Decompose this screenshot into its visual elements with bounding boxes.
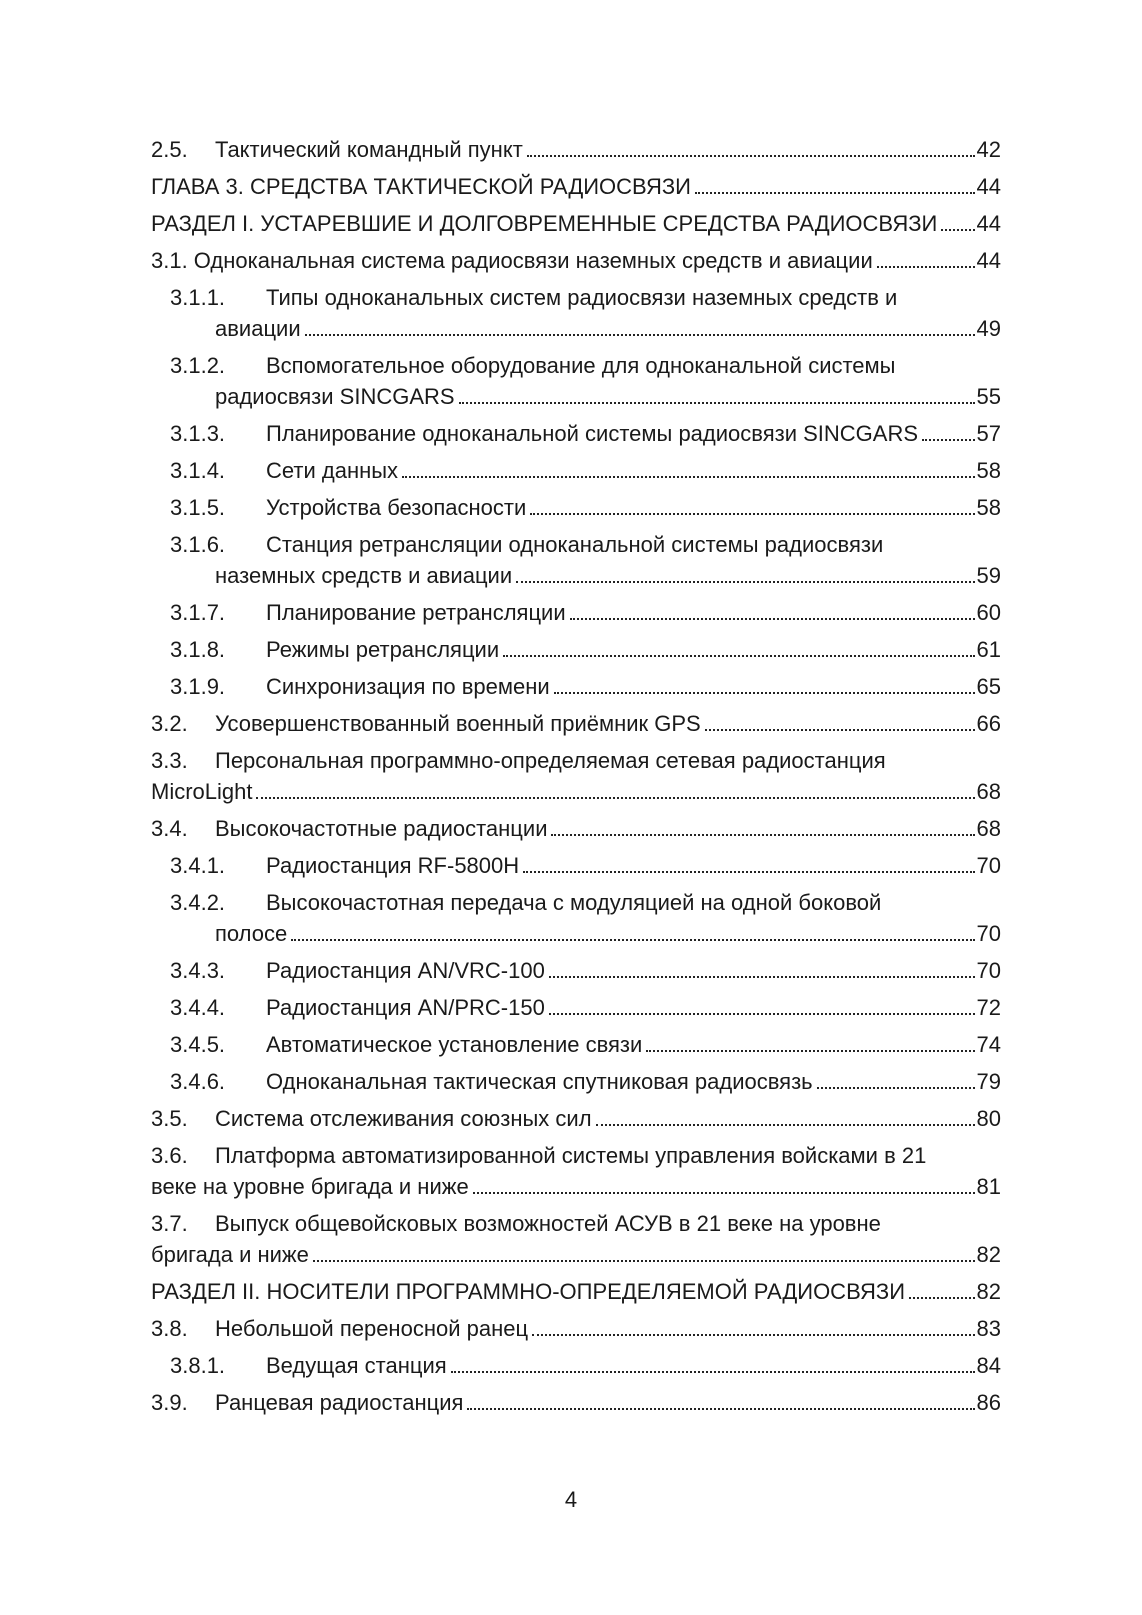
toc-page: 58 xyxy=(976,458,1001,483)
toc-page: 79 xyxy=(976,1069,1001,1094)
toc-number: 3.1.6. xyxy=(170,532,226,557)
toc-number: 3.6. xyxy=(151,1143,188,1168)
toc-number: 3.4. xyxy=(151,816,188,841)
toc-title: Радиостанция RF-5800H xyxy=(266,853,520,878)
toc-entry-3-2[interactable] xyxy=(151,708,1001,739)
page-number: 4 xyxy=(564,1487,578,1512)
toc-entry-3-7[interactable] xyxy=(151,1208,1001,1239)
toc-number: 3.1.4. xyxy=(170,458,226,483)
toc-title: Высокочастотные радиостанции xyxy=(215,816,548,841)
toc-title: 3.1. Одноканальная система радиосвязи наземных средств и авиации xyxy=(151,248,873,273)
toc-page: 83 xyxy=(976,1316,1001,1341)
toc-title: Высокочастотная передача с модуляцией на одной боковой xyxy=(266,890,882,915)
toc-entry-3-1-2[interactable] xyxy=(151,350,1001,381)
toc-title: Платформа автоматизированной системы управления войсками в 21 xyxy=(215,1143,927,1168)
toc-title: Сети данных xyxy=(266,458,399,483)
toc-page: 70 xyxy=(976,853,1001,878)
toc-entry-3-4[interactable] xyxy=(151,813,1001,844)
toc-page: 60 xyxy=(976,600,1001,625)
toc-entry-3-4-2-cont[interactable] xyxy=(151,918,1001,949)
toc-title-cont: полосе xyxy=(215,921,288,946)
toc-entry-3-1[interactable] xyxy=(151,245,1001,276)
toc-entry-section-1[interactable] xyxy=(151,208,1001,239)
toc-title: Усовершенствованный военный приёмник GPS xyxy=(215,711,701,736)
toc-page: 80 xyxy=(976,1106,1001,1131)
toc-title: Вспомогательное оборудование для одноканальной системы xyxy=(266,353,896,378)
toc-title: ГЛАВА 3. СРЕДСТВА ТАКТИЧЕСКОЙ РАДИОСВЯЗИ xyxy=(151,174,691,199)
toc-title: Планирование ретрансляции xyxy=(266,600,566,625)
toc-number: 3.1.7. xyxy=(170,600,226,625)
toc-page: 81 xyxy=(976,1174,1001,1199)
toc-entry-3-6-cont[interactable] xyxy=(151,1171,1001,1202)
toc-entry-3-8[interactable] xyxy=(151,1313,1001,1344)
toc-page: 61 xyxy=(976,637,1001,662)
table-of-contents xyxy=(151,134,1001,1418)
toc-entry-3-4-1[interactable] xyxy=(151,850,1001,881)
toc-number: 3.7. xyxy=(151,1211,188,1236)
toc-entry-3-4-2[interactable] xyxy=(151,887,1001,918)
toc-title: Выпуск общевойсковых возможностей АСУВ в 21 веке на уровне xyxy=(215,1211,881,1236)
toc-entry-3-1-6-cont[interactable] xyxy=(151,560,1001,591)
toc-page: 49 xyxy=(976,316,1001,341)
toc-page: 59 xyxy=(976,563,1001,588)
toc-page: 68 xyxy=(976,816,1001,841)
toc-entry-3-1-2-cont[interactable] xyxy=(151,381,1001,412)
toc-title: Радиостанция AN/PRC-150 xyxy=(266,995,545,1020)
toc-title: Типы одноканальных систем радиосвязи наземных средств и xyxy=(266,285,898,310)
toc-entry-chapter-3[interactable] xyxy=(151,171,1001,202)
toc-entry-3-3-cont[interactable] xyxy=(151,776,1001,807)
toc-page: 44 xyxy=(976,174,1001,199)
toc-number: 3.8. xyxy=(151,1316,188,1341)
toc-page: 44 xyxy=(976,248,1001,273)
toc-entry-3-6[interactable] xyxy=(151,1140,1001,1171)
toc-number: 3.4.4. xyxy=(170,995,226,1020)
toc-title: Устройства безопасности xyxy=(266,495,527,520)
toc-page: 55 xyxy=(976,384,1001,409)
toc-entry-section-2[interactable] xyxy=(151,1276,1001,1307)
toc-number: 3.1.2. xyxy=(170,353,226,378)
toc-entry-3-1-8[interactable] xyxy=(151,634,1001,665)
toc-number: 3.4.6. xyxy=(170,1069,226,1094)
toc-title-cont: веке на уровне бригада и ниже xyxy=(151,1174,469,1199)
toc-page: 42 xyxy=(976,137,1001,162)
toc-entry-3-7-cont[interactable] xyxy=(151,1239,1001,1270)
toc-entry-3-9[interactable] xyxy=(151,1387,1001,1418)
toc-number: 3.4.1. xyxy=(170,853,226,878)
toc-page: 82 xyxy=(976,1279,1001,1304)
toc-entry-3-4-6[interactable] xyxy=(151,1066,1001,1097)
toc-page: 86 xyxy=(976,1390,1001,1415)
toc-title-cont: наземных средств и авиации xyxy=(215,563,513,588)
toc-title: Одноканальная тактическая спутниковая радиосвязь xyxy=(266,1069,813,1094)
toc-number: 2.5. xyxy=(151,137,188,162)
toc-title: Ведущая станция xyxy=(266,1353,447,1378)
toc-page: 70 xyxy=(976,921,1001,946)
toc-number: 3.1.8. xyxy=(170,637,226,662)
toc-number: 3.1.5. xyxy=(170,495,226,520)
toc-page: 68 xyxy=(976,779,1001,804)
toc-number: 3.2. xyxy=(151,711,188,736)
toc-title: РАЗДЕЛ II. НОСИТЕЛИ ПРОГРАММНО-ОПРЕДЕЛЯЕМОЙ РАДИОСВЯЗИ xyxy=(151,1279,906,1304)
toc-number: 3.1.1. xyxy=(170,285,226,310)
toc-entry-3-4-5[interactable] xyxy=(151,1029,1001,1060)
toc-page: 44 xyxy=(976,211,1001,236)
toc-page: 74 xyxy=(976,1032,1001,1057)
toc-title-cont: MicroLight xyxy=(151,779,253,804)
toc-title-cont: бригада и ниже xyxy=(151,1242,309,1267)
toc-title: Небольшой переносной ранец xyxy=(215,1316,529,1341)
toc-entry-3-1-7[interactable] xyxy=(151,597,1001,628)
toc-title: Синхронизация по времени xyxy=(266,674,550,699)
toc-title: РАЗДЕЛ I. УСТАРЕВШИЕ И ДОЛГОВРЕМЕННЫЕ СРЕДСТВА РАДИОСВЯЗИ xyxy=(151,211,938,236)
toc-entry-3-3[interactable] xyxy=(151,745,1001,776)
toc-number: 3.1.9. xyxy=(170,674,226,699)
toc-number: 3.4.2. xyxy=(170,890,226,915)
toc-entry-3-4-4[interactable] xyxy=(151,992,1001,1023)
toc-page: 57 xyxy=(976,421,1001,446)
toc-title: Радиостанция AN/VRC-100 xyxy=(266,958,545,983)
toc-entry-3-1-3[interactable] xyxy=(151,418,1001,449)
toc-title: Система отслеживания союзных сил xyxy=(215,1106,592,1131)
toc-number: 3.9. xyxy=(151,1390,188,1415)
toc-page: 82 xyxy=(976,1242,1001,1267)
toc-page: 65 xyxy=(976,674,1001,699)
toc-title: Автоматическое установление связи xyxy=(266,1032,643,1057)
toc-title-cont: радиосвязи SINCGARS xyxy=(215,384,455,409)
toc-entry-3-1-4[interactable] xyxy=(151,455,1001,486)
toc-entry-3-8-1[interactable] xyxy=(151,1350,1001,1381)
toc-title: Персональная программно-определяемая сетевая радиостанция xyxy=(215,748,886,773)
toc-page: 72 xyxy=(976,995,1001,1020)
toc-title: Тактический командный пункт xyxy=(215,137,523,162)
toc-entry-3-1-9[interactable] xyxy=(151,671,1001,702)
toc-entry-3-1-1[interactable] xyxy=(151,282,1001,313)
toc-number: 3.5. xyxy=(151,1106,188,1131)
toc-title: Режимы ретрансляции xyxy=(266,637,500,662)
toc-entry-2-5[interactable] xyxy=(151,134,1001,165)
toc-entry-3-1-5[interactable] xyxy=(151,492,1001,523)
toc-entry-3-4-3[interactable] xyxy=(151,955,1001,986)
toc-number: 3.4.3. xyxy=(170,958,226,983)
toc-number: 3.3. xyxy=(151,748,188,773)
toc-page: 84 xyxy=(976,1353,1001,1378)
toc-title: Планирование одноканальной системы радиосвязи SINCGARS xyxy=(266,421,919,446)
toc-title-cont: авиации xyxy=(215,316,301,341)
toc-number: 3.1.3. xyxy=(170,421,226,446)
toc-number: 3.4.5. xyxy=(170,1032,226,1057)
toc-entry-3-1-6[interactable] xyxy=(151,529,1001,560)
toc-page: 58 xyxy=(976,495,1001,520)
toc-entry-3-1-1-cont[interactable] xyxy=(151,313,1001,344)
toc-page: 70 xyxy=(976,958,1001,983)
toc-number: 3.8.1. xyxy=(170,1353,226,1378)
toc-title: Станция ретрансляции одноканальной системы радиосвязи xyxy=(266,532,884,557)
toc-title: Ранцевая радиостанция xyxy=(215,1390,464,1415)
toc-entry-3-5[interactable] xyxy=(151,1103,1001,1134)
toc-page: 66 xyxy=(976,711,1001,736)
